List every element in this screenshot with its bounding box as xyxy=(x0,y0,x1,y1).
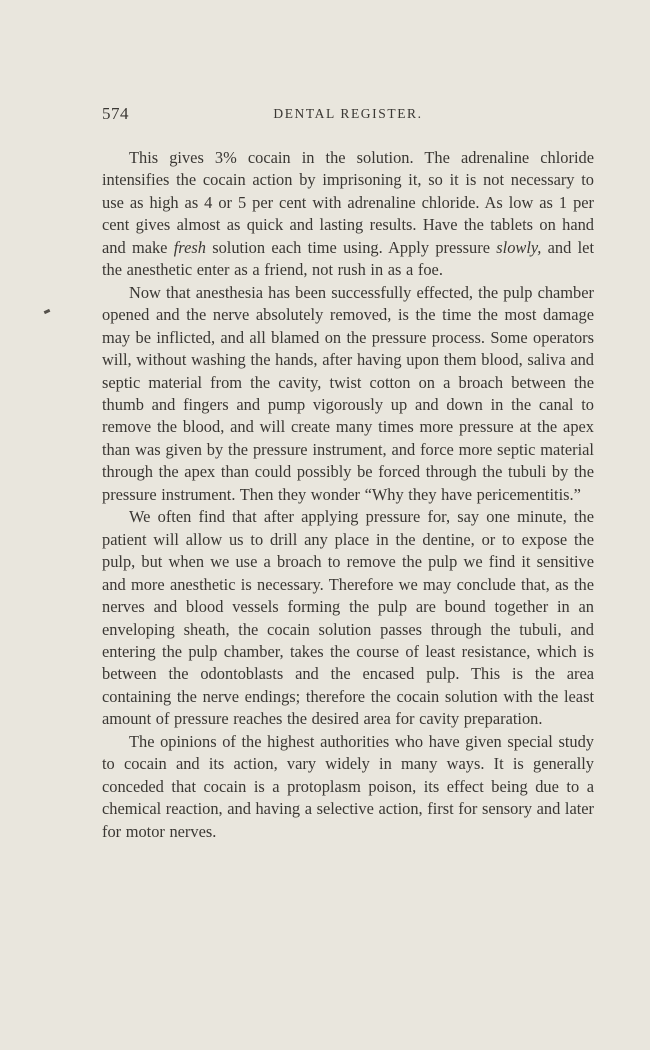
page-header xyxy=(102,104,594,126)
paragraph-1 xyxy=(102,147,594,282)
paragraph-1-part-a: This gives 3% cocain in the solution. The adrenaline chloride intensifies the cocain action by imprisoning it, so it is not necessary to use as high as 4 or 5 per cent with adrenaline chloride. As low as 1 per cent gives almost as quick and lasting results. Have the tablets on hand and make xyxy=(102,148,594,257)
paragraph-3: We often find that after applying pressure for, say one minute, the patient will allow us to drill any place in the dentine, or to expose the pulp, but when we use a broach to remove the pulp we find it sensitive and more anesthetic is necessary. Therefore we may conclude that, as the nerves and blood vessels forming the pulp are bound together in an enveloping sheath, the cocain solution passes through the tubuli, and entering the pulp chamber, takes the course of least resistance, which is between the odontoblasts and the encased pulp. This is the area containing the nerve endings; therefore the cocain solution with the least amount of pressure reaches the desired area for cavity preparation. xyxy=(102,507,594,729)
paragraph-4: The opinions of the highest authorities who have given special study to cocain and its action, vary widely in many ways. It is generally conceded that cocain is a protoplasm poison, its effect being due to a chemical reaction, and having a selective action, first for sensory and later for motor nerves. xyxy=(102,731,595,841)
paragraph-1-part-b: solution each time using. Apply pressure xyxy=(205,237,497,257)
body-text xyxy=(102,147,594,843)
paragraph-1-emphasis-fresh: fresh xyxy=(173,237,206,257)
page-number: 574 xyxy=(102,104,129,123)
paragraph-1-emphasis-slowly: slowly, xyxy=(496,237,542,257)
running-title: DENTAL REGISTER. xyxy=(273,106,423,121)
margin-mark xyxy=(44,309,51,314)
paragraph-1-part-c: and let the anesthetic enter as a friend, not rush in as a foe. xyxy=(102,237,594,280)
paragraph-2: Now that anesthesia has been successfully effected, the pulp chamber opened and the nerve absolutely removed, is the time the most damage may be inflicted, and all blamed on the pressure process. Some operators will, without washing the hands, after having upon them blood, saliva and septic material from the cavity, twist cotton on a broach between the thumb and fingers and pump vigorously up and down in the canal to remove the blood, and will create many times more pressure at the apex than was given by the pressure instrument, and force more septic material through the apex than could possibly be forced through the tubuli by the pressure instrument. Then they wonder “Why they have pericementitis.” xyxy=(102,282,594,504)
